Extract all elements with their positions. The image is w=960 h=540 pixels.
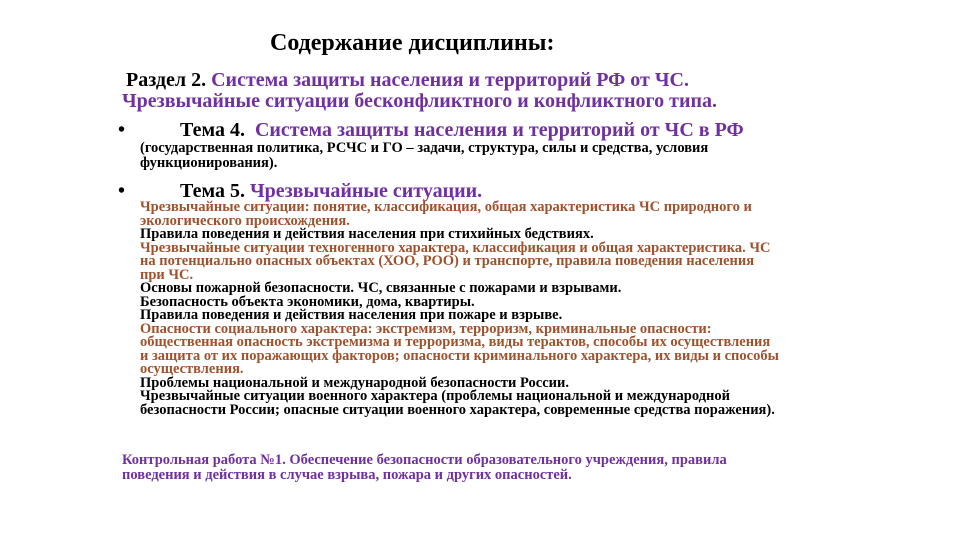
section-title: Система защиты населения и территорий РФ от ЧС.: [211, 69, 689, 91]
content-line: Правила поведения и действия населения при стихийных бедствиях.: [140, 226, 594, 242]
topic-4-description: [140, 141, 860, 171]
topic-4-heading: [118, 119, 744, 142]
topic-4-description-line2: функционирования).: [140, 155, 278, 171]
section-prefix: Раздел 2.: [126, 69, 212, 91]
content-line: экологического происхождения.: [140, 212, 350, 229]
content-line: Проблемы национальной и международной безопасности России.: [140, 374, 569, 391]
bullet-icon: •: [118, 180, 126, 202]
content-line: общественная опасность экстремизма и терроризма, виды терактов, способы их осуществления: [140, 334, 771, 350]
test-work-line1: Контрольная работа №1. Обеспечение безопасности образовательного учреждения, правила: [122, 452, 727, 468]
topic-5-prefix: Тема 5.: [180, 180, 245, 202]
bullet-icon: •: [118, 119, 126, 141]
content-line: Чрезвычайные ситуации военного характера (проблемы национальной и международной: [140, 388, 730, 404]
content-line: при ЧС.: [140, 266, 194, 283]
content-line: Правила поведения и действия населения при пожаре и взрыве.: [140, 307, 563, 323]
test-work-note: [122, 453, 912, 483]
section-heading: [122, 70, 922, 112]
content-line: и защита от их поражающих факторов; опасности криминального характера, их виды и способы: [140, 347, 779, 364]
topic-4-description-line1: (государственная политика, РСЧС и ГО – задачи, структура, силы и средства, условия: [140, 140, 709, 156]
content-line: на потенциально опасных объектах (ХОО, РОО) и транспорте, правила поведения населения: [140, 253, 755, 269]
slide-title: Содержание дисциплины:: [270, 30, 555, 56]
content-line: Чрезвычайные ситуации: понятие, классификация, общая характеристика ЧС природного и: [140, 199, 752, 215]
topic-5-title: Чрезвычайные ситуации.: [249, 180, 483, 202]
content-line: Опасности социального характера: экстремизм, терроризм, криминальные опасности:: [140, 320, 712, 337]
topic-5-content: [140, 201, 940, 417]
section-heading-line1: [122, 70, 922, 91]
test-work-line2: поведения и действия в случае взрыва, пожара и других опасностей.: [122, 467, 572, 483]
topic-4-title: Система защиты населения и территорий от ЧС в РФ: [254, 119, 744, 141]
content-line: осуществления.: [140, 361, 244, 377]
topic-4-prefix: Тема 4.: [180, 119, 245, 141]
section-heading-line2: Чрезвычайные ситуации бесконфликтного и конфликтного типа.: [122, 90, 717, 112]
content-line: безопасности России; опасные ситуации военного характера, современные средства поражения).: [140, 401, 775, 418]
content-line: Безопасность объекта экономики, дома, квартиры.: [140, 293, 475, 310]
content-line: Чрезвычайные ситуации техногенного характера, классификация и общая характеристика. ЧС: [140, 239, 771, 256]
content-line: Основы пожарной безопасности. ЧС, связанные с пожарами и взрывами.: [140, 280, 622, 296]
